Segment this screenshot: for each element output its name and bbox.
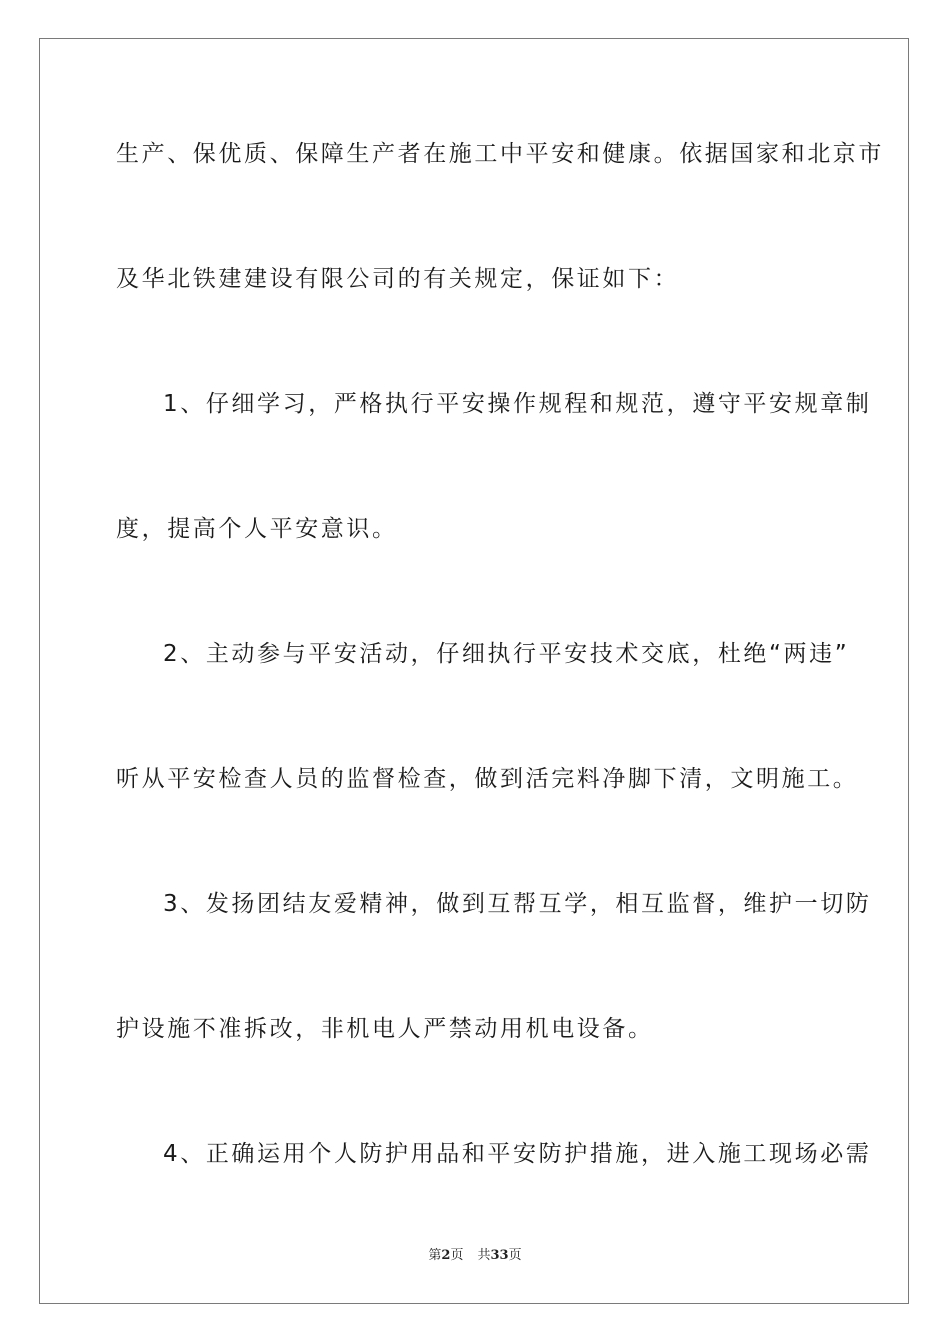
total-prefix: 共 [477, 1248, 491, 1263]
body-line-7: 3、发扬团结友爱精神，做到互帮互学，相互监督，维护一切防 [163, 891, 872, 917]
page-suffix: 页 [450, 1248, 464, 1263]
page-number: 2 [441, 1248, 451, 1263]
page-border [39, 38, 909, 1304]
body-line-1: 生产、保优质、保障生产者在施工中平安和健康。依据国家和北京市 [116, 141, 884, 167]
total-suffix: 页 [508, 1248, 522, 1263]
page-footer [0, 1247, 950, 1265]
body-line-3: 1、仔细学习，严格执行平安操作规程和规范，遵守平安规章制 [163, 391, 872, 417]
body-line-8: 护设施不准拆改，非机电人严禁动用机电设备。 [116, 1016, 654, 1042]
body-line-6: 听从平安检查人员的监督检查，做到活完料净脚下清，文明施工。 [116, 766, 859, 792]
body-line-5: 2、主动参与平安活动，仔细执行平安技术交底，杜绝“两违” [163, 641, 850, 667]
total-pages: 33 [490, 1248, 509, 1263]
body-line-2: 及华北铁建建设有限公司的有关规定，保证如下： [116, 266, 680, 292]
page-prefix: 第 [428, 1248, 442, 1263]
body-line-9: 4、正确运用个人防护用品和平安防护措施，进入施工现场必需 [163, 1141, 872, 1167]
body-line-4: 度，提高个人平安意识。 [116, 516, 398, 542]
